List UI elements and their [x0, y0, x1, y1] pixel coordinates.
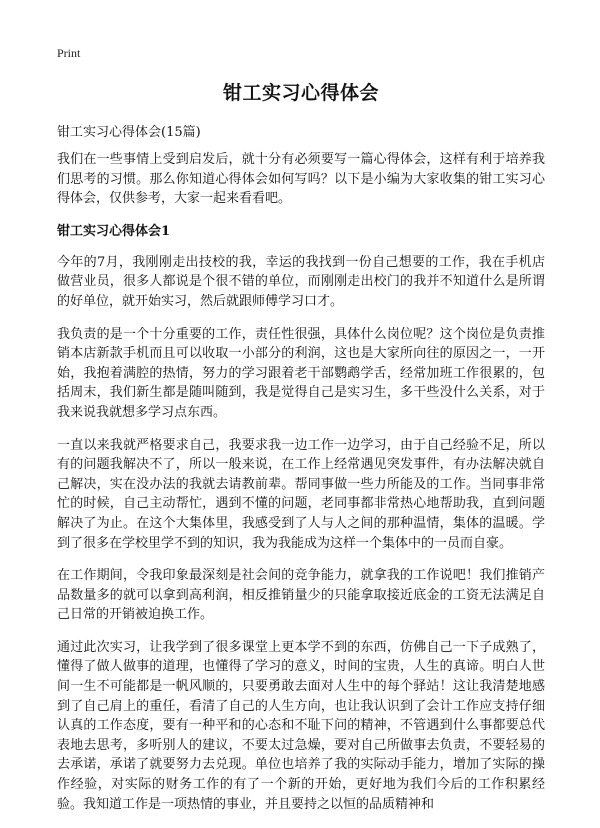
- print-link[interactable]: Print: [57, 46, 81, 60]
- document-subtitle: 钳工实习心得体会(15篇): [57, 125, 201, 140]
- body-paragraph: 我负责的是一个十分重要的工作，责任性很强，具体什么岗位呢？这个岗位是负责推销本店新款手机而且可以收取一小部分的利润，这也是大家所向往的原因之一，一开始，我抱着满腔的热情，努力的学习跟着老干部鹦鹉学舌，经常加班工作很累的，包括周末，我们新生都是随叫随到，我是觉得自己是实习生，多干些没什么关系，对于我来说我就想多学习点东西。: [57, 326, 545, 420]
- section-heading: 钳工实习心得体会1: [57, 223, 171, 239]
- body-paragraph: 一直以来我就严格要求自己，我要求我一边工作一边学习，由于自己经验不足，所以有的问题我解决不了，所以一般来说，在工作上经常遇见突发事件，有办法解决就自己解决，实在没办法的我就去请教前辈。帮同事做一些力所能及的工作。当同事非常忙的时候，自己主动帮忙，遇到不懂的问题，老同事都非常热心地帮助我，直到问题解决了为止。在这个大集体里，我感受到了人与人之间的那种温情，集体的温暖。学到了很多在学校里学不到的知识，我为我能成为这样一个集体中的一员而自豪。: [57, 437, 545, 551]
- intro-paragraph: 我们在一些事情上受到启发后，就十分有必须要写一篇心得体会，这样有利于培养我们思考的习惯。那么你知道心得体会如何写吗？以下是小编为大家收集的钳工实习心得体会，仅供参考，大家一起来看看吧。: [57, 152, 545, 207]
- body-paragraph: 在工作期间，令我印象最深刻是社会间的竞争能力，就拿我的工作说吧！我们推销产品数量多的就可以拿到高利润，相反推销量少的只能拿取接近底金的工资无法满足自己日常的开销被迫换工作。: [57, 568, 545, 623]
- body-paragraph: 今年的7月，我刚刚走出技校的我，幸运的我找到一份自己想要的工作，我在手机店做营业员，很多人都说是个很不错的单位，而刚刚走出校门的我并不知道什么是所谓的好单位，就开始实习，然后就跟师傅学习口才。: [57, 254, 545, 309]
- page-title: 钳工实习心得体会: [222, 82, 379, 104]
- body-paragraph: 通过此次实习，让我学到了很多课堂上更本学不到的东西，仿佛自己一下子成熟了，懂得了做人做事的道理，也懂得了学习的意义，时间的宝贵，人生的真谛。明白人世间一生不可能都是一帆风顺的，只要勇敢去面对人生中的每个驿站！这让我清楚地感到了自己肩上的重任，看清了自己的人生方向，也让我认识到了会计工作应支持仔细认真的工作态度，要有一种平和的心态和不耻下问的精神，不管遇到什么事都要总代表地去思考，多听别人的建议，不要太过急燥，要对自己所做事去负责，不要轻易的去承诺，承诺了就要努力去兑现。单位也培养了我的实际动手能力，增加了实际的操作经验，对实际的财务工作的有了一个新的开始，更好地为我们今后的工作积累经验。我知道工作是一项热情的事业，并且要持之以恒的品质精神和: [57, 639, 545, 812]
- document-body: [57, 150, 545, 827]
